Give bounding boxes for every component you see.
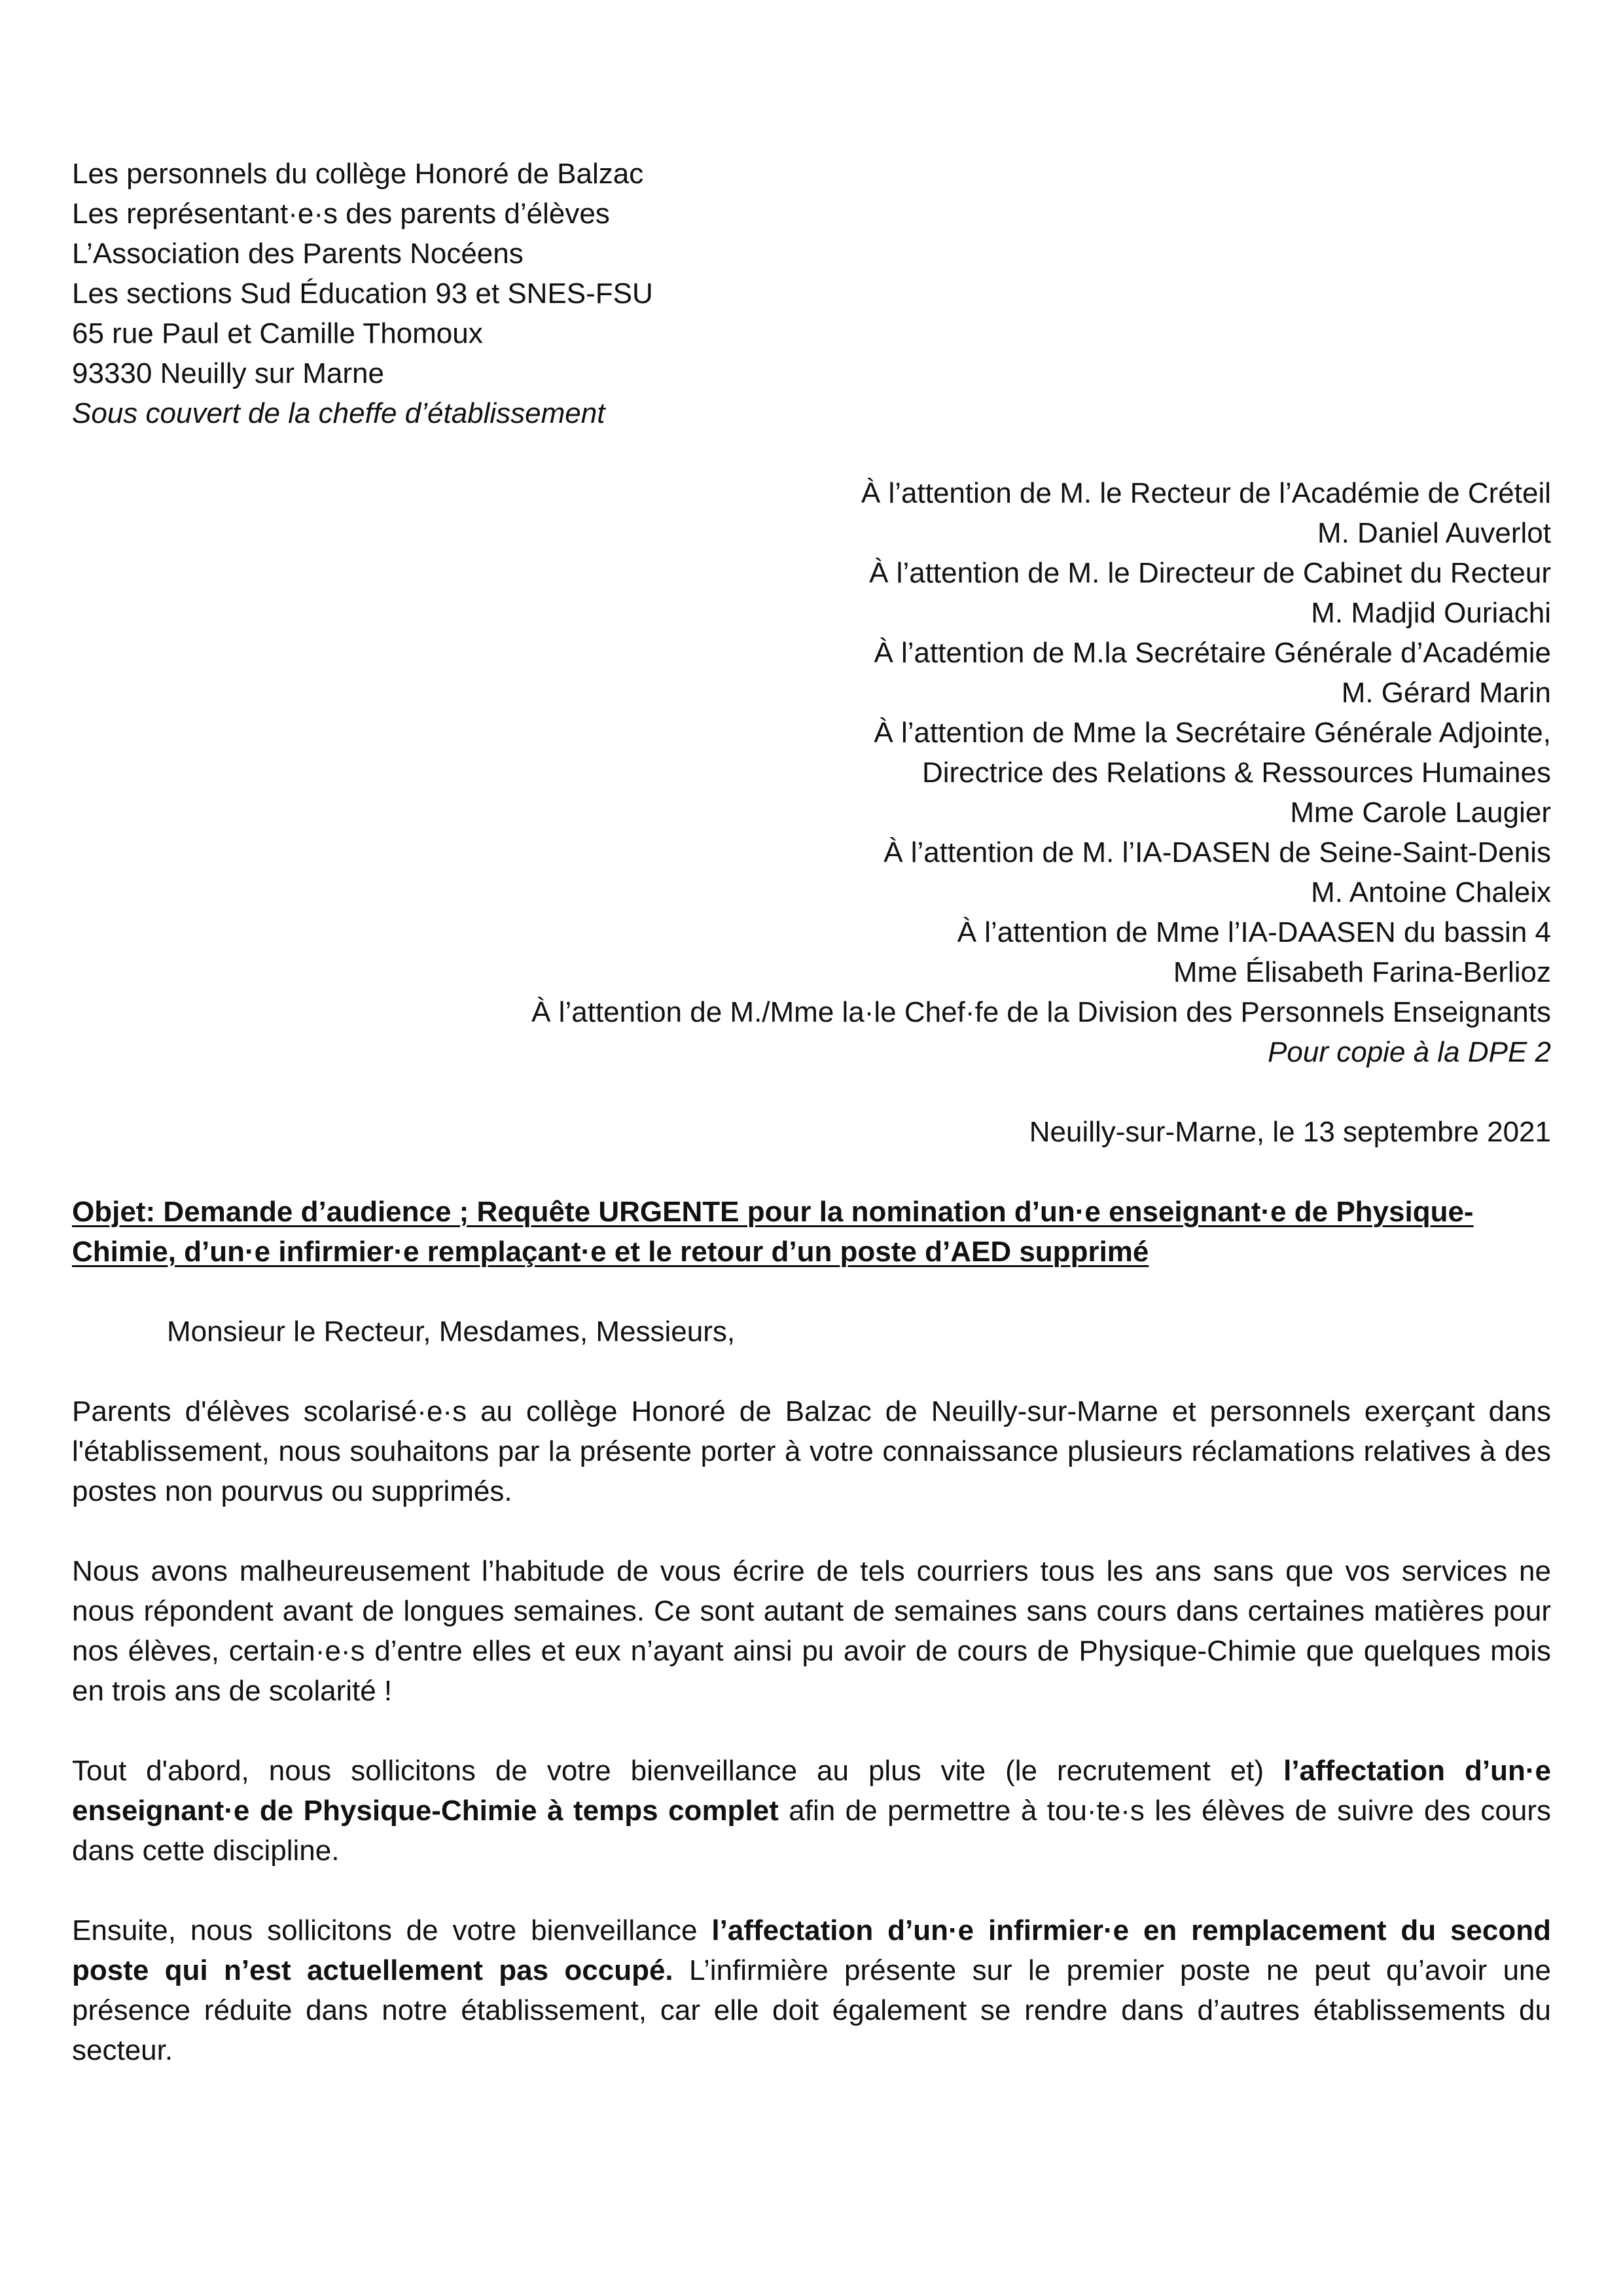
recipient-block	[72, 473, 1551, 1072]
salutation: Monsieur le Recteur, Mesdames, Messieurs,	[167, 1316, 736, 1348]
paragraph-text: Tout d'abord, nous sollicitons de votre bienveillance au plus vite (le recrutement et)	[72, 1755, 1284, 1787]
recipient-line: Mme Élisabeth Farina-Berlioz	[1173, 956, 1551, 988]
date-line: Neuilly-sur-Marne, le 13 septembre 2021	[1029, 1116, 1551, 1148]
sender-line: L’Association des Parents Nocéens	[72, 238, 524, 270]
paragraph-emphasis: l’affectation d’un·e enseignant·e de Physique-Chimie à temps complet	[72, 1755, 1551, 1827]
paragraph-context: Nous avons malheureusement l’habitude de vous écrire de tels courriers tous les ans sans que vos services ne nous répondent avant de longues semaines. Ce sont autant de semaines sans cours dans certaines matières pour nos élèves, certain·e·s d’entre elles et eux n’ayant ainsi pu avoir de cours de Physique-Chimie que quelques mois en trois ans de scolarité !	[72, 1555, 1551, 1707]
letter-body	[72, 154, 1551, 2070]
recipient-line: À l’attention de M.la Secrétaire Générale d’Académie	[874, 637, 1551, 669]
recipient-line: Directrice des Relations & Ressources Humaines	[921, 757, 1551, 789]
paragraph-text: afin de permettre à tou·te·s les élèves de suivre des cours dans cette discipline.	[72, 1795, 1551, 1867]
paragraph-physics-request	[72, 1751, 1551, 1871]
recipient-line: À l’attention de M. le Directeur de Cabinet du Recteur	[869, 557, 1551, 589]
recipient-copy-note: Pour copie à la DPE 2	[1268, 1036, 1551, 1068]
paragraph-text: L’infirmière présente sur le premier poste ne peut qu’avoir une présence réduite dans notre établissement, car elle doit également se rendre dans d’autres établissements du secteur.	[72, 1954, 1551, 2066]
subject-line-2: Chimie, d’un·e infirmier·e remplaçant·e et le retour d’un poste d’AED supprimé	[72, 1236, 1149, 1268]
recipient-line: M. Daniel Auverlot	[1317, 517, 1551, 549]
sender-line: Les représentant·e·s des parents d’élèves	[72, 198, 610, 230]
sender-address-city: 93330 Neuilly sur Marne	[72, 357, 384, 389]
sender-line: Les personnels du collège Honoré de Balzac	[72, 158, 644, 190]
sender-cover-note: Sous couvert de la cheffe d’établissement	[72, 397, 605, 429]
sender-address-street: 65 rue Paul et Camille Thomoux	[72, 317, 483, 350]
subject-line-1: Objet: Demande d’audience ; Requête URGENTE pour la nomination d’un·e enseignant·e de Physique-	[72, 1196, 1474, 1228]
paragraph-nurse-request	[72, 1910, 1551, 2070]
subject-block	[72, 1192, 1551, 1272]
recipient-line: M. Gérard Marin	[1341, 677, 1551, 709]
recipient-line: M. Madjid Ouriachi	[1311, 597, 1551, 629]
recipient-line: À l’attention de M. le Recteur de l’Académie de Créteil	[861, 477, 1551, 509]
paragraph-emphasis: l’affectation d’un·e infirmier·e en remplacement du second poste qui n’est actuellement pas occupé.	[72, 1914, 1551, 1986]
sender-line: Les sections Sud Éducation 93 et SNES-FSU	[72, 278, 653, 310]
paragraph-intro: Parents d'élèves scolarisé·e·s au collège Honoré de Balzac de Neuilly-sur-Marne et personnels exerçant dans l'établissement, nous souhaitons par la présente porter à votre connaissance plusieurs réclamations relatives à des postes non pourvus ou supprimés.	[72, 1395, 1551, 1507]
paragraph-text: Ensuite, nous sollicitons de votre bienveillance	[72, 1914, 712, 1946]
recipient-line: M. Antoine Chaleix	[1311, 876, 1551, 908]
sender-block	[72, 154, 1551, 433]
recipient-line: Mme Carole Laugier	[1290, 797, 1551, 829]
recipient-line: À l’attention de Mme la Secrétaire Générale Adjointe,	[874, 717, 1551, 749]
recipient-line: À l’attention de M. l’IA-DASEN de Seine-Saint-Denis	[883, 836, 1551, 869]
recipient-line: À l’attention de M./Mme la·le Chef·fe de la Division des Personnels Enseignants	[531, 996, 1551, 1028]
recipient-line: À l’attention de Mme l’IA-DAASEN du bassin 4	[957, 916, 1551, 948]
